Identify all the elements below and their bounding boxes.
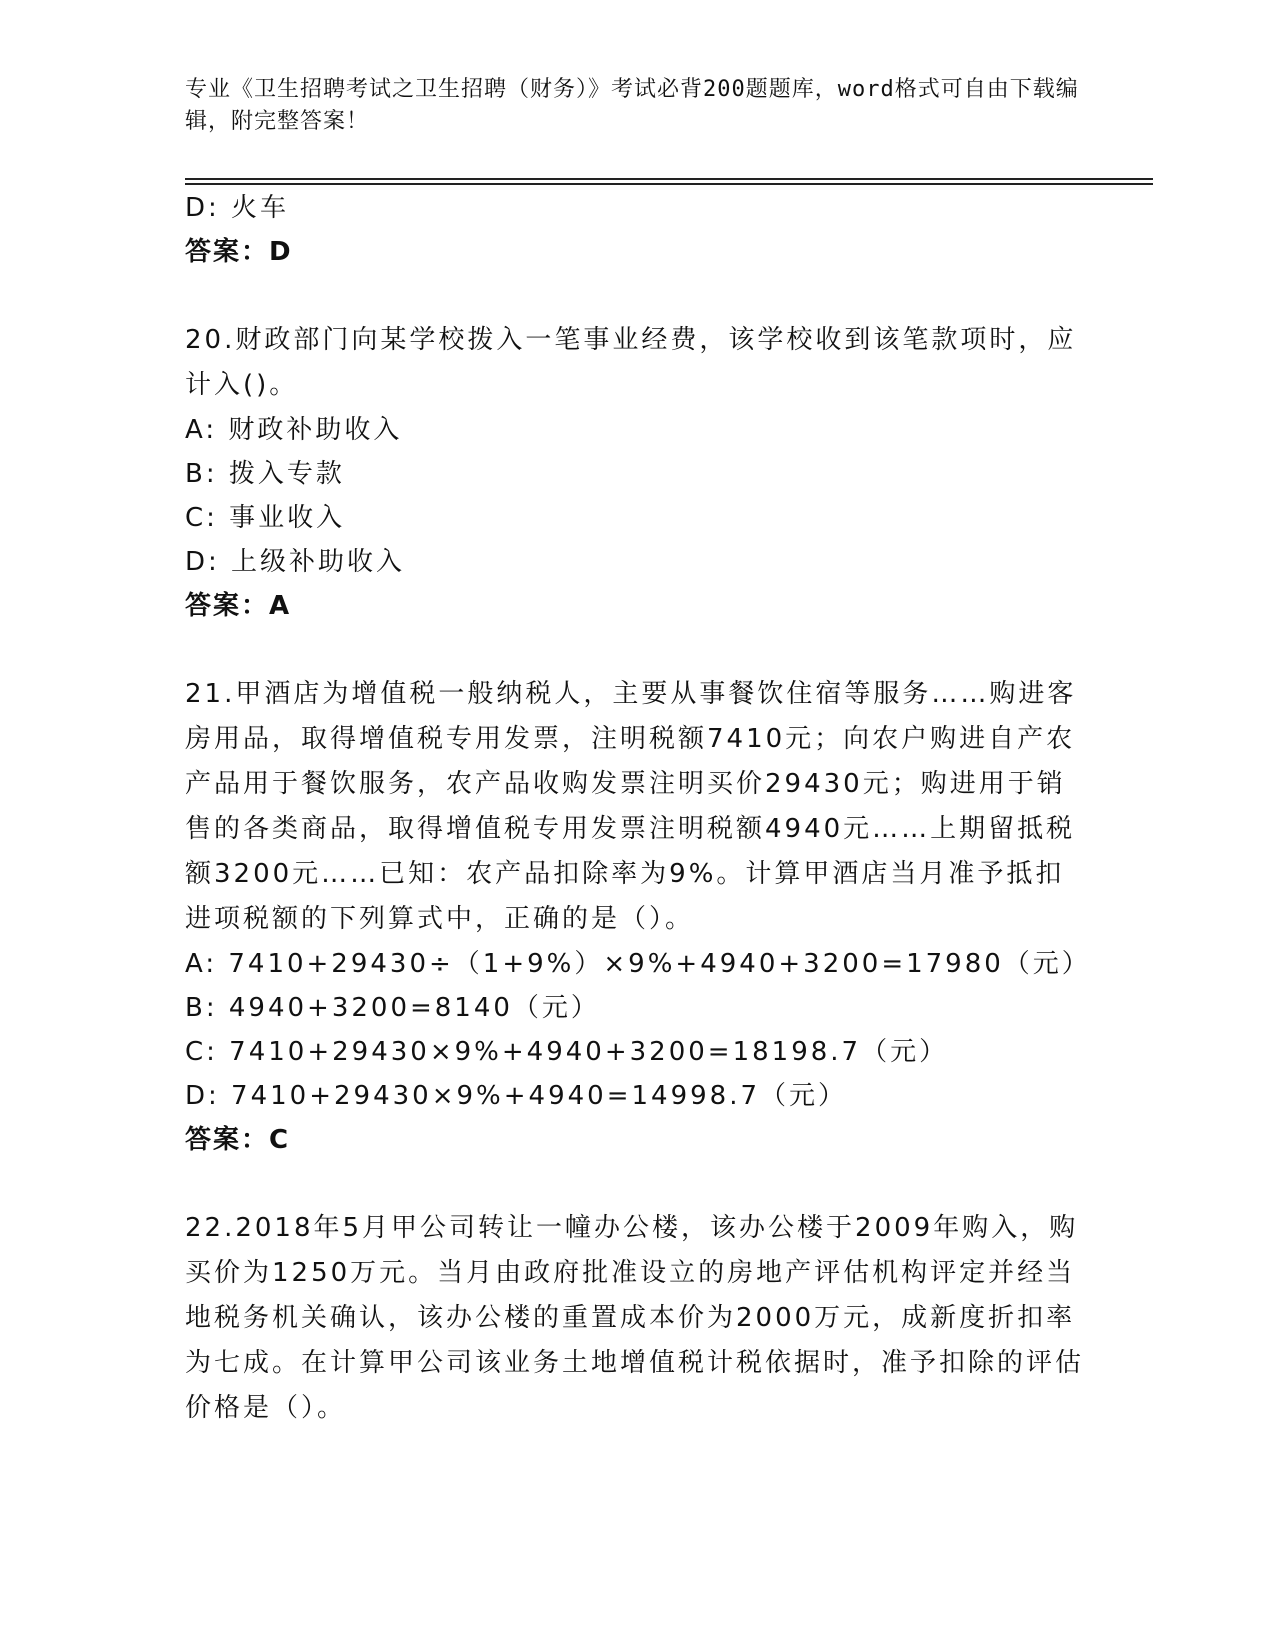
question-21-option-b: B: 4940+3200=8140（元） — [185, 993, 600, 1023]
question-21-option-a: A: 7410+29430÷（1+9%）×9%+4940+3200=17980（元） — [185, 949, 1091, 979]
question-20-answer: 答案：A — [185, 591, 292, 621]
question-21-option-c: C: 7410+29430×9%+4940+3200=18198.7（元） — [185, 1037, 949, 1067]
question-list — [185, 186, 1091, 1431]
spacer — [185, 1162, 1085, 1206]
question-21-option-d: D: 7410+29430×9%+4940=14998.7（元） — [185, 1081, 847, 1111]
question-22-text: 22.2018年5月甲公司转让一幢办公楼，该办公楼于2009年购入，购买价为1250万元。当月由政府批准设立的房地产评估机构评定并经当地税务机关确认，该办公楼的重置成本价为2000万元，成新度折扣率为七成。在计算甲公司该业务土地增值税计税依据时，准予扣除的评估价格是（）。 — [185, 1213, 1085, 1423]
question-20-option-c: C: 事业收入 — [185, 503, 346, 533]
question-20-option-d: D: 上级补助收入 — [185, 547, 406, 577]
question-20-option-b: B: 拨入专款 — [185, 459, 345, 489]
answer-line: 答案：D — [185, 237, 293, 267]
header-rule-top — [185, 178, 1153, 180]
spacer — [185, 628, 1085, 672]
document-header: 专业《卫生招聘考试之卫生招聘（财务）》考试必背200题题库，word格式可自由下载编辑，附完整答案！ — [185, 77, 1079, 134]
question-20-option-a: A: 财政补助收入 — [185, 415, 403, 445]
spacer — [185, 274, 1085, 318]
option-d: D: 火车 — [185, 193, 290, 223]
question-21-text: 21.甲酒店为增值税一般纳税人，主要从事餐饮住宿等服务……购进客房用品，取得增值税专用发票，注明税额7410元；向农户购进自产农产品用于餐饮服务，农产品收购发票注明买价29430元；购进用于销售的各类商品，取得增值税专用发票注明税额4940元……上期留抵税额3200元……已知：农产品扣除率为9%。计算甲酒店当月准予抵扣进项税额的下列算式中，正确的是（）。 — [185, 679, 1077, 934]
question-21-answer: 答案：C — [185, 1125, 291, 1155]
question-20-text: 20.财政部门向某学校拨入一笔事业经费，该学校收到该笔款项时，应计入()。 — [185, 325, 1077, 400]
header-rule-bottom — [185, 183, 1153, 185]
